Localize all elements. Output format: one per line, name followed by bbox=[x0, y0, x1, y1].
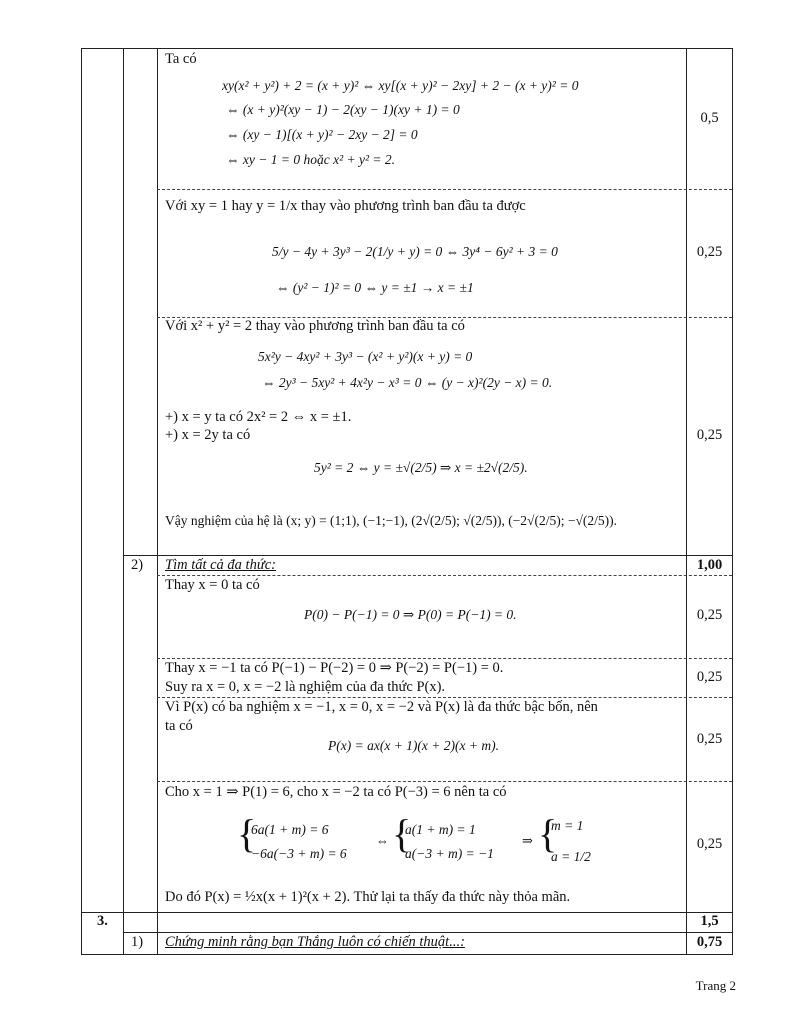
part4-equation-1: P(0) − P(−1) = 0 ⇒ P(0) = P(−1) = 0. bbox=[304, 607, 517, 622]
part1-equation-1: xy(x² + y²) + 2 = (x + y)² ⇔ xy[(x + y)² − 2xy] + 2 − (x + y)² = 0 bbox=[222, 78, 579, 93]
row-divider bbox=[81, 912, 733, 913]
system-b-eq2: a(−3 + m) = −1 bbox=[405, 846, 494, 861]
question-3-1-title: Chứng minh rằng bạn Thắng luôn có chiến thuật...: bbox=[165, 934, 465, 950]
part3-conclusion: Vậy nghiệm của hệ là (x; y) = (1;1), (−1;−1), (2√(2/5); √(2/5)), (−2√(2/5); −√(2/5)). bbox=[165, 513, 617, 528]
table-border-right bbox=[732, 48, 733, 955]
question-2-score: 1,00 bbox=[696, 557, 723, 573]
table-border-left bbox=[81, 48, 82, 955]
part2-line1: Với xy = 1 hay y = 1/x thay vào phương trình ban đầu ta được bbox=[165, 198, 526, 214]
part7-line1: Cho x = 1 ⇒ P(1) = 6, cho x = −2 ta có P(−3) = 6 nên ta có bbox=[165, 784, 507, 800]
part4-score: 0,25 bbox=[696, 607, 723, 623]
part7-conclusion: Do đó P(x) = ½x(x + 1)²(x + 2). Thử lại ta thấy đa thức này thỏa mãn. bbox=[165, 889, 571, 905]
left-brace-1: { bbox=[237, 811, 257, 856]
system-b-eq1: a(1 + m) = 1 bbox=[405, 822, 476, 837]
part2-equation-1: 5/y − 4y + 3y³ − 2(1/y + y) = 0 ⇔ 3y⁴ − 6y² + 3 = 0 bbox=[272, 244, 558, 259]
part5-line1: Thay x = −1 ta có P(−1) − P(−2) = 0 ⇒ P(−2) = P(−1) = 0. bbox=[165, 660, 504, 676]
part7-score: 0,25 bbox=[696, 836, 723, 852]
equivalence-symbol: ⇔ bbox=[376, 833, 389, 848]
part4-line1: Thay x = 0 ta có bbox=[165, 577, 260, 593]
part6-line1: Vì P(x) có ba nghiệm x = −1, x = 0, x = −2 và P(x) là đa thức bậc bốn, nên bbox=[165, 699, 598, 715]
system-a-eq2: −6a(−3 + m) = 6 bbox=[251, 846, 347, 861]
part3-line1: Với x² + y² = 2 thay vào phương trình ban đầu ta có bbox=[165, 318, 465, 334]
part3-equation-1: 5x²y − 4xy² + 3y³ − (x² + y²)(x + y) = 0 bbox=[258, 349, 473, 364]
row-divider bbox=[157, 658, 732, 659]
part3-equation-3: 5y² = 2 ⇔ y = ±√(2/5) ⇒ x = ±2√(2/5). bbox=[314, 460, 528, 475]
part2-score: 0,25 bbox=[696, 244, 723, 260]
question-3-1-score: 0,75 bbox=[696, 934, 723, 950]
part5-line2: Suy ra x = 0, x = −2 là nghiệm của đa thức P(x). bbox=[165, 679, 446, 695]
system-a-eq1: 6a(1 + m) = 6 bbox=[251, 822, 329, 837]
part1-intro: Ta có bbox=[165, 51, 197, 67]
row-divider bbox=[157, 781, 732, 782]
table-divider-2 bbox=[157, 48, 158, 955]
question-3-score: 1,5 bbox=[700, 913, 719, 929]
question-3-1-number: 1) bbox=[131, 934, 144, 950]
part3-score: 0,25 bbox=[696, 427, 723, 443]
question-2-title: Tìm tất cả đa thức: bbox=[165, 557, 277, 573]
part5-score: 0,25 bbox=[696, 669, 723, 685]
row-divider bbox=[123, 932, 733, 933]
row-divider bbox=[157, 697, 732, 698]
table-border-bottom bbox=[81, 954, 733, 955]
part6-score: 0,25 bbox=[696, 731, 723, 747]
part1-equation-3: ⇔ (xy − 1)[(x + y)² − 2xy − 2] = 0 bbox=[226, 127, 418, 142]
part1-score: 0,5 bbox=[700, 110, 719, 126]
system-c-eq2: a = 1/2 bbox=[551, 849, 591, 864]
part3-case1: +) x = y ta có 2x² = 2 ⇔ x = ±1. bbox=[165, 409, 352, 425]
table-border-top bbox=[81, 48, 733, 49]
left-brace-2: { bbox=[392, 811, 412, 856]
part6-line2: ta có bbox=[165, 718, 193, 734]
question-2-number: 2) bbox=[131, 557, 144, 573]
row-divider bbox=[157, 189, 732, 190]
part3-equation-2: ⇔ 2y³ − 5xy² + 4x²y − x³ = 0 ⇔ (y − x)²(2y − x) = 0. bbox=[262, 375, 553, 390]
question-3-number: 3. bbox=[97, 913, 108, 929]
table-divider-3 bbox=[686, 48, 687, 955]
part3-case2: +) x = 2y ta có bbox=[165, 427, 251, 443]
part1-equation-2: ⇔ (x + y)²(xy − 1) − 2(xy − 1)(xy + 1) = 0 bbox=[226, 102, 460, 117]
part6-equation-1: P(x) = ax(x + 1)(x + 2)(x + m). bbox=[328, 738, 499, 753]
part1-equation-4: ⇔ xy − 1 = 0 hoặc x² + y² = 2. bbox=[226, 152, 395, 167]
part2-equation-2: ⇔ (y² − 1)² = 0 ⇔ y = ±1 → x = ±1 bbox=[276, 280, 474, 295]
row-divider bbox=[157, 575, 732, 576]
system-c-eq1: m = 1 bbox=[551, 818, 584, 833]
page-number: Trang 2 bbox=[695, 978, 736, 993]
table-divider-1 bbox=[123, 48, 124, 955]
left-brace-3: { bbox=[538, 811, 558, 856]
row-divider bbox=[123, 555, 733, 556]
implies-symbol: ⇒ bbox=[522, 833, 533, 848]
